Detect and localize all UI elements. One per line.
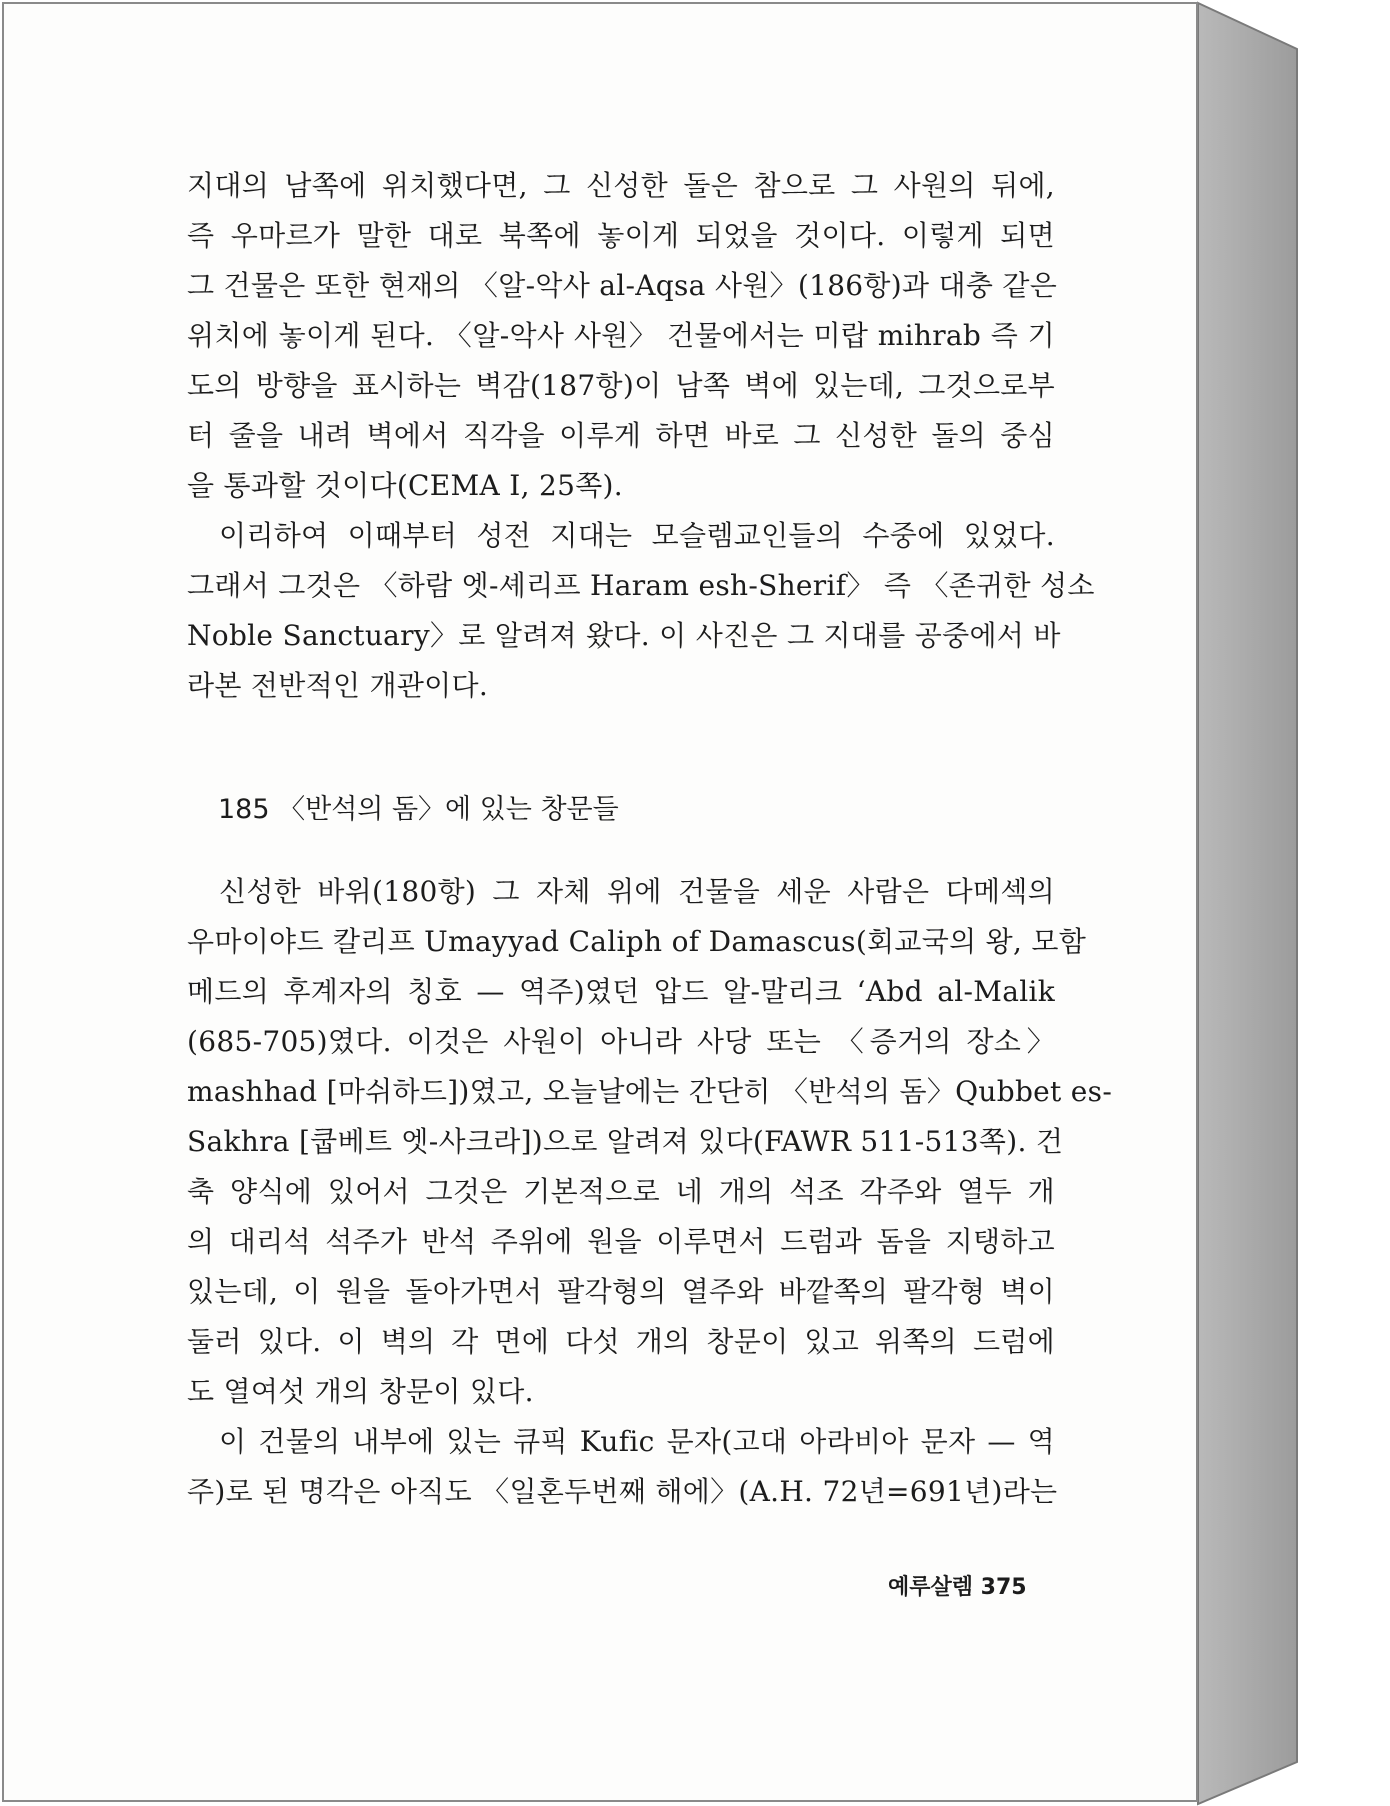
text-line: 라본 전반적인 개관이다. xyxy=(187,669,489,702)
text-line: 있는데, 이 원을 돌아가면서 팔각형의 열주와 바깥쪽의 팔각형 벽이 xyxy=(187,1275,1055,1308)
text-line: 우마이야드 칼리프 Umayyad Caliph of Damascus(회교국의 왕, 모함 xyxy=(187,925,1087,958)
text-line: 도 열여섯 개의 창문이 있다. xyxy=(187,1375,534,1408)
text-line: mashhad [마쉬하드])였고, 오늘날에는 간단히 〈반석의 돔〉Qubbet es- xyxy=(187,1075,1113,1108)
section-heading: 185 〈반석의 돔〉에 있는 창문들 xyxy=(218,794,619,825)
book-page xyxy=(2,2,1198,1802)
text-line: 주)로 된 명각은 아직도 〈일혼두번째 해에〉(A.H. 72년=691년)라는 xyxy=(187,1475,1058,1508)
text-line: 신성한 바위(180항) 그 자체 위에 건물을 세운 사람은 다메섹의 xyxy=(219,875,1055,908)
text-line: (685-705)였다. 이것은 사원이 아니라 사당 또는 〈증거의 장소〉 xyxy=(187,1025,1055,1058)
text-line: 그 건물은 또한 현재의 〈알-악사 al-Aqsa 사원〉(186항)과 대충 같은 xyxy=(187,269,1058,302)
text-line: Noble Sanctuary〉로 알려져 왔다. 이 사진은 그 지대를 공중에서 바 xyxy=(187,619,1061,652)
text-line: 메드의 후계자의 칭호 — 역주)였던 압드 알-말리크 ‘Abd al-Malik xyxy=(187,975,1055,1008)
text-line: Sakhra [쿱베트 엣-사크라])으로 알려져 있다(FAWR 511-513쪽). 건 xyxy=(187,1125,1064,1158)
text-line: 의 대리석 석주가 반석 주위에 원을 이루면서 드럼과 돔을 지탱하고 xyxy=(187,1225,1055,1258)
text-line: 이 건물의 내부에 있는 큐픽 Kufic 문자(고대 아라비아 문자 — 역 xyxy=(219,1425,1055,1458)
page-footer: 예루살렘 375 xyxy=(888,1575,1027,1600)
text-line: 즉 우마르가 말한 대로 북쪽에 놓이게 되었을 것이다. 이렇게 되면 xyxy=(187,219,1055,252)
text-line: 이리하여 이때부터 성전 지대는 모슬렘교인들의 수중에 있었다. xyxy=(219,519,1055,552)
text-line: 위치에 놓이게 된다. 〈알-악사 사원〉 건물에서는 미랍 mihrab 즉 기 xyxy=(187,319,1055,352)
text-line: 축 양식에 있어서 그것은 기본적으로 네 개의 석조 각주와 열두 개 xyxy=(187,1175,1055,1208)
text-line: 그래서 그것은 〈하람 엣-셰리프 Haram esh-Sherif〉 즉 〈존귀한 성소 xyxy=(187,569,1095,602)
text-line: 지대의 남쪽에 위치했다면, 그 신성한 돌은 참으로 그 사원의 뒤에, xyxy=(187,169,1055,202)
text-line: 터 줄을 내려 벽에서 직각을 이루게 하면 바로 그 신성한 돌의 중심 xyxy=(187,419,1055,452)
text-line: 도의 방향을 표시하는 벽감(187항)이 남쪽 벽에 있는데, 그것으로부 xyxy=(187,369,1055,402)
text-line: 둘러 있다. 이 벽의 각 면에 다섯 개의 창문이 있고 위쪽의 드럼에 xyxy=(187,1325,1055,1358)
text-line: 을 통과할 것이다(CEMA I, 25쪽). xyxy=(187,469,623,502)
